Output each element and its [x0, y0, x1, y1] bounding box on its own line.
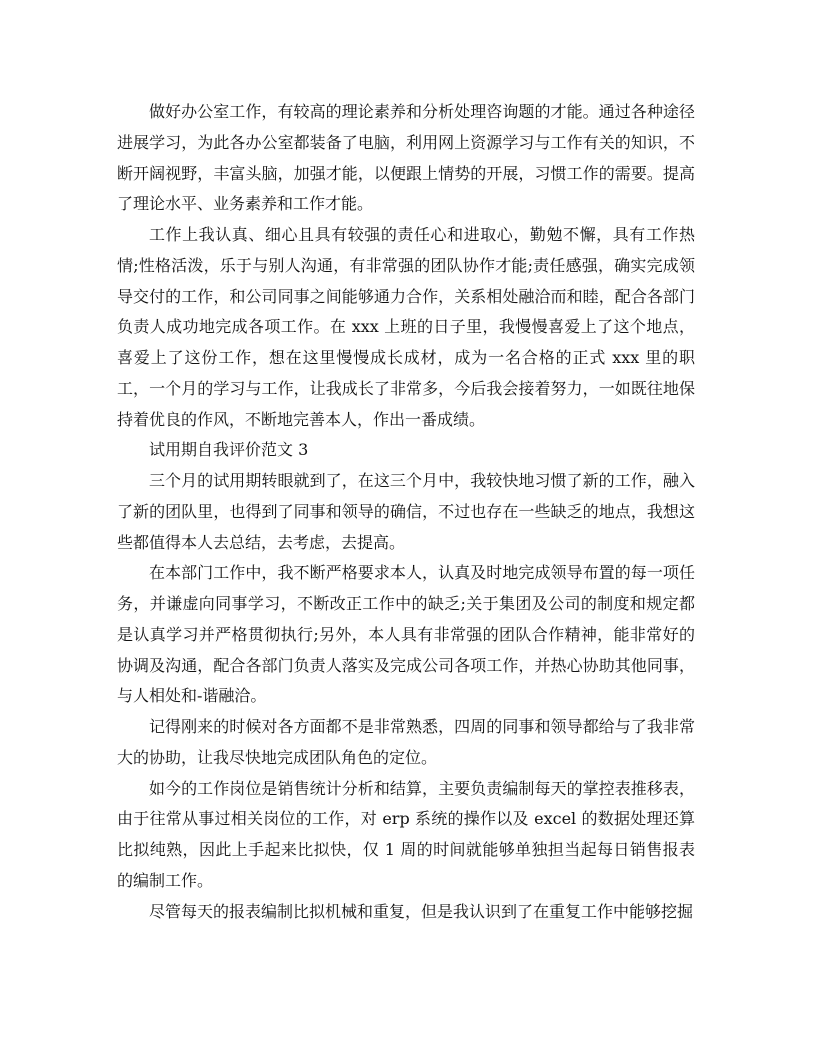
- paragraph-department-work: 在本部门工作中，我不断严格要求本人，认真及时地完成领导布置的每一项任务，并谦虚向同事学习，不断改正工作中的缺乏;关于集团及公司的制度和规定都是认真学习并严格贯彻执行;另外，本人具有非常强的团队合作精神，能非常好的协调及沟通，配合各部门负责人落实及完成公司各项工作，并热心协助其他同事，与人相处和-谐融洽。: [117, 563, 695, 706]
- paragraph-report-work: 尽管每天的报表编制比拟机械和重复，但是我认识到了在重复工作中能够挖掘: [149, 901, 694, 921]
- paragraph-three-months: 三个月的试用期转眼就到了，在这三个月中，我较快地习惯了新的工作，融入了新的团队里，也得到了同事和领导的确信，不过也存在一些缺乏的地点，我想这些都值得本人去总结，去考虑，去提高。: [117, 471, 695, 552]
- paragraph-office-work: 做好办公室工作，有较高的理论素养和分析处理咨询题的才能。通过各种途径进展学习，为此各办公室都装备了电脑，利用网上资源学习与工作有关的知识，不断开阔视野，丰富头脑，加强才能，以便跟上情势的开展，习惯工作的需要。提高了理论水平、业务素养和工作才能。: [117, 102, 695, 214]
- section-heading: 试用期自我评价范文 3: [149, 440, 309, 460]
- paragraph-work-attitude: 工作上我认真、细心且具有较强的责任心和进取心，勤勉不懈，具有工作热情;性格活泼，乐于与别人沟通，有非常强的团队协作才能;责任感强，确实完成领导交付的工作，和公司同事之间能够通力合作，关系相处融洽而和睦，配合各部门负责人成功地完成各项工作。在 xxx 上班的日子里，我慢慢喜爱上了这个地点，喜爱上了这份工作，想在这里慢慢成长成材，成为一名合格的正式 xxx 里的职工，一个月的学习与工作，让我成长了非常多，今后我会接着努力，一如既往地保持着优良的作风，不断地完善本人，作出一番成绩。: [117, 225, 695, 429]
- paragraph-first-days: 记得刚来的时候对各方面都不是非常熟悉，四周的同事和领导都给与了我非常大的协助，让我尽快地完成团队角色的定位。: [117, 717, 695, 767]
- document-page: [117, 97, 695, 927]
- paragraph-current-position: 如今的工作岗位是销售统计分析和结算，主要负责编制每天的掌控表推移表，由于往常从事过相关岗位的工作，对 erp 系统的操作以及 excel 的数据处理还算比拟纯熟，因此上手起来比拟快，仅 1 周的时间就能够单独担当起每日销售报表的编制工作。: [117, 778, 695, 890]
